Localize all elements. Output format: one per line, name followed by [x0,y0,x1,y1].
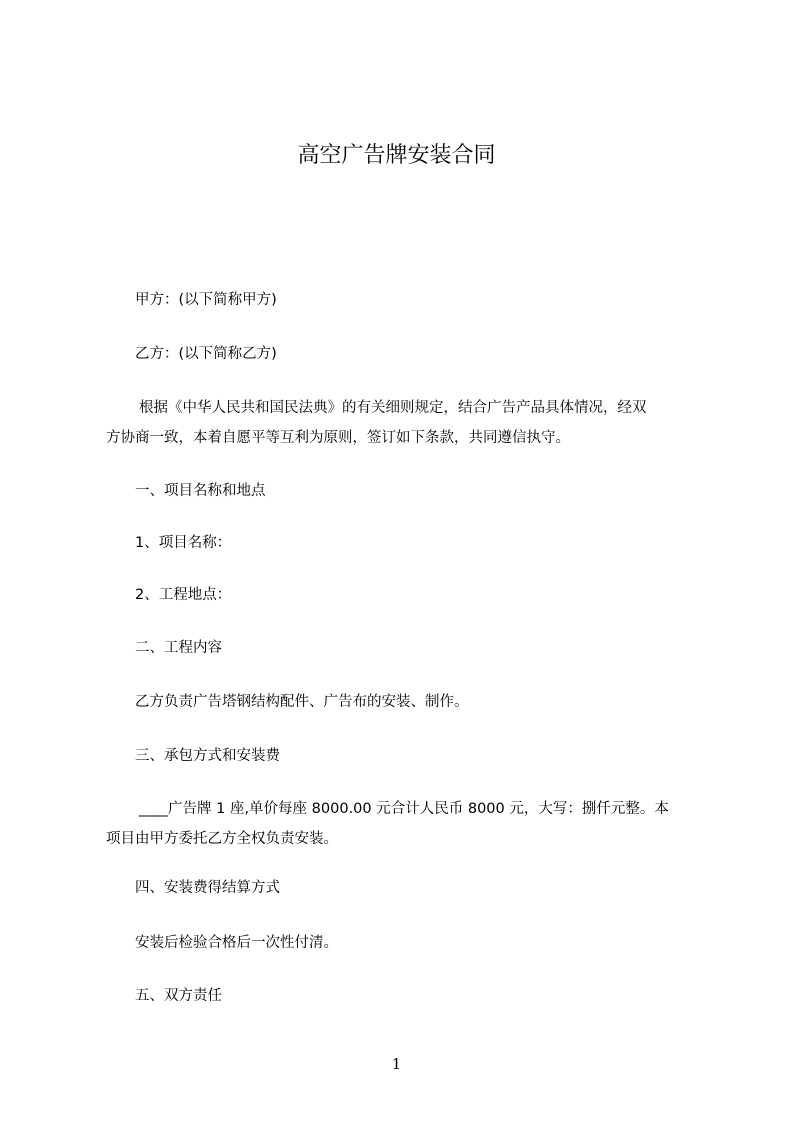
party-a-line: 甲方：(以下简称甲方) [135,292,277,308]
intro-line-1: 根据《中华人民共和国民法典》的有关细则规定，结合广告产品具体情况，经双 [139,400,647,416]
section-1-heading: 一、项目名称和地点 [135,483,266,499]
page-number: 1 [391,1055,402,1073]
section-3-heading: 三、承包方式和安装费 [135,748,280,764]
section-3-line-2: 项目由甲方委托乙方全权负责安装。 [106,831,338,847]
party-b-line: 乙方：(以下简称乙方) [135,346,277,362]
section-5-heading: 五、双方责任 [135,988,222,1004]
intro-paragraph [106,393,706,453]
intro-line-2: 方协商一致，本着自愿平等互利为原则，签订如下条款，共同遵信执守。 [106,430,570,446]
document-title: 高空广告牌安装合同 [297,143,496,168]
item-2-project-location: 2、工程地点： [135,587,232,603]
section-4-heading: 四、安装费得结算方式 [135,880,280,896]
section-3-paragraph [106,794,706,854]
section-2-heading: 二、工程内容 [135,640,222,656]
section-4-body: 安装后检验合格后一次性付清。 [135,935,338,951]
item-1-project-name: 1、项目名称： [135,535,232,551]
section-3-line-1: ____广告牌 1 座,单价每座 8000.00 元合计人民币 8000 元，大写：捌仟元整。本 [139,801,669,817]
section-2-body: 乙方负责广告塔钢结构配件、广告布的安装、制作。 [135,694,469,710]
